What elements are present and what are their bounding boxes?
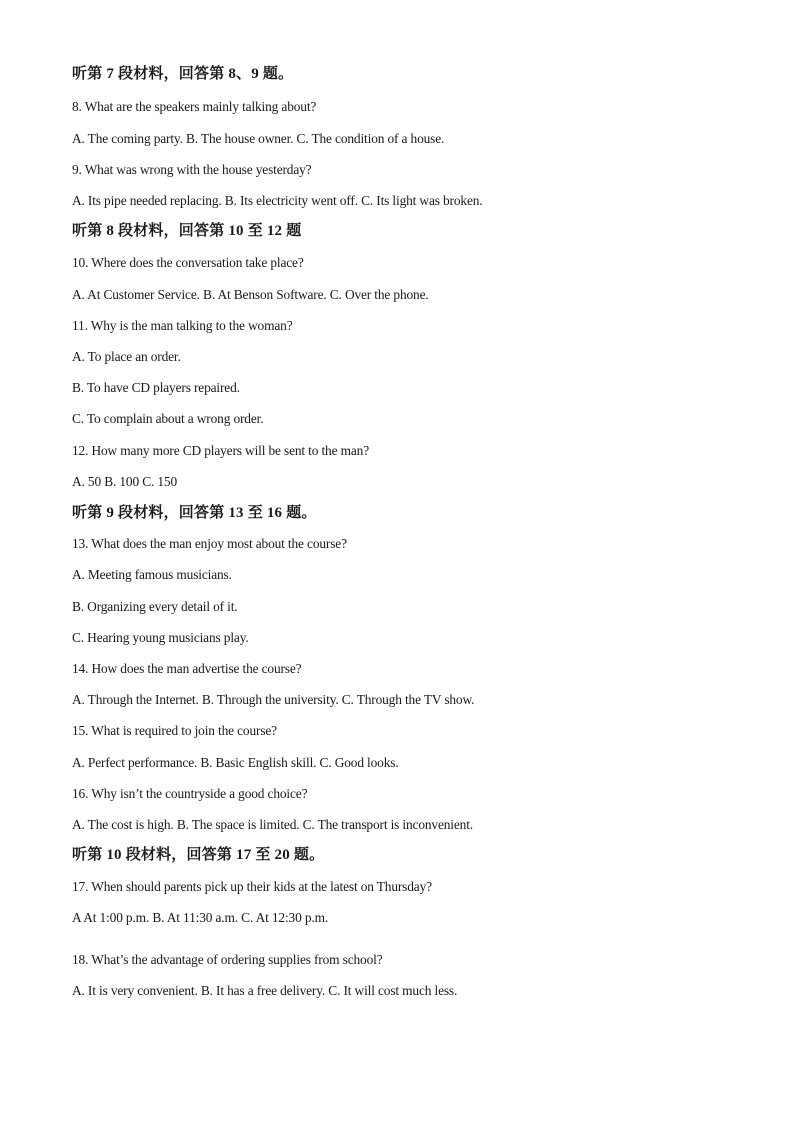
- section-heading: 听第 9 段材料，回答第 13 至 16 题。: [72, 505, 317, 521]
- section-heading: 听第 8 段材料，回答第 10 至 12 题: [72, 223, 302, 239]
- question-text: 17. When should parents pick up their kids at the latest on Thursday?: [72, 879, 432, 894]
- answer-option: A. To place an order.: [72, 349, 181, 364]
- question-text: 13. What does the man enjoy most about the course?: [72, 536, 347, 551]
- answer-options: A. Its pipe needed replacing. B. Its electricity went off. C. Its light was broken.: [72, 193, 483, 208]
- question-text: 8. What are the speakers mainly talking about?: [72, 99, 317, 114]
- section-heading: 听第 7 段材料，回答第 8、9 题。: [72, 66, 294, 82]
- answer-options: A. 50 B. 100 C. 150: [72, 474, 178, 489]
- answer-option: B. Organizing every detail of it.: [72, 599, 238, 614]
- question-text: 18. What’s the advantage of ordering supplies from school?: [72, 952, 383, 967]
- answer-option: C. To complain about a wrong order.: [72, 411, 264, 426]
- answer-options: A. At Customer Service. B. At Benson Software. C. Over the phone.: [72, 287, 429, 302]
- answer-options: A At 1:00 p.m. B. At 11:30 a.m. C. At 12:30 p.m.: [72, 910, 329, 925]
- answer-option: A. Meeting famous musicians.: [72, 567, 232, 582]
- answer-options: A. The cost is high. B. The space is limited. C. The transport is inconvenient.: [72, 817, 473, 832]
- question-text: 12. How many more CD players will be sent to the man?: [72, 443, 369, 458]
- section-heading: 听第 10 段材料，回答第 17 至 20 题。: [72, 847, 325, 863]
- answer-option: B. To have CD players repaired.: [72, 380, 240, 395]
- question-text: 16. Why isn’t the countryside a good choice?: [72, 786, 308, 801]
- question-text: 14. How does the man advertise the course?: [72, 661, 302, 676]
- question-text: 11. Why is the man talking to the woman?: [72, 318, 293, 333]
- question-text: 10. Where does the conversation take place?: [72, 255, 304, 270]
- answer-options: A. It is very convenient. B. It has a free delivery. C. It will cost much less.: [72, 983, 458, 998]
- question-text: 9. What was wrong with the house yesterday?: [72, 162, 312, 177]
- question-text: 15. What is required to join the course?: [72, 723, 277, 738]
- answer-options: A. The coming party. B. The house owner. C. The condition of a house.: [72, 131, 445, 146]
- answer-options: A. Through the Internet. B. Through the university. C. Through the TV show.: [72, 692, 475, 707]
- answer-option: C. Hearing young musicians play.: [72, 630, 249, 645]
- answer-options: A. Perfect performance. B. Basic English skill. C. Good looks.: [72, 755, 399, 770]
